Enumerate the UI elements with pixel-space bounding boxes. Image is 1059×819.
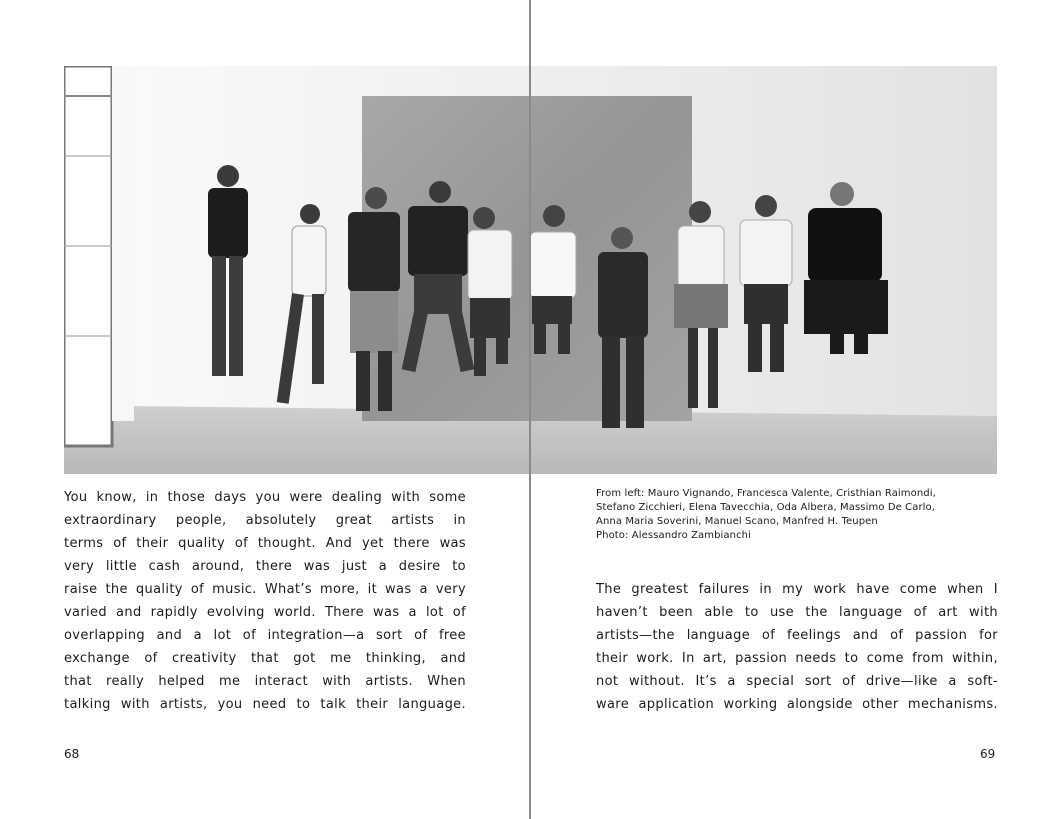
right-body-line: not without. It’s a special sort of drive—like a soft- [596, 674, 998, 689]
caption-line: Anna Maria Soverini, Manuel Scano, Manfred H. Teupen [596, 516, 878, 527]
right-body-line: their work. In art, passion needs to come from within, [596, 651, 998, 666]
left-body-line: exchange of creativity that got me thinking, and [64, 651, 466, 666]
photo-caption [596, 487, 1006, 543]
left-body-line: terms of their quality of thought. And yet there was [64, 536, 466, 551]
left-body-line: varied and rapidly evolving world. There was a lot of [64, 605, 466, 620]
right-body-line: haven’t been able to use the language of art with [596, 605, 998, 620]
right-body-line: The greatest failures in my work have come when I [596, 582, 998, 597]
left-body-line: overlapping and a lot of integration—a sort of free [64, 628, 466, 643]
left-body-line: talking with artists, you need to talk their language. [64, 697, 466, 712]
left-body-text [64, 486, 466, 716]
left-body-line: raise the quality of music. What’s more, it was a very [64, 582, 466, 597]
page-number-right: 69 [980, 747, 996, 761]
left-body-line: that really helped me interact with artists. When [64, 674, 466, 689]
photo-credit: Photo: Alessandro Zambianchi [596, 530, 751, 541]
right-body-line: artists—the language of feelings and of passion for [596, 628, 998, 643]
left-body-line: You know, in those days you were dealing with some [64, 490, 466, 505]
left-body-line: very little cash around, there was just a desire to [64, 559, 466, 574]
right-body-line: ware application working alongside other mechanisms. [596, 697, 998, 712]
spine-gutter [529, 0, 531, 819]
page-number-left: 68 [64, 747, 80, 761]
right-body-text [596, 578, 998, 716]
caption-line: Stefano Zicchieri, Elena Tavecchia, Oda Albera, Massimo De Carlo, [596, 502, 936, 513]
caption-line: From left: Mauro Vignando, Francesca Valente, Cristhian Raimondi, [596, 488, 936, 499]
left-body-line: extraordinary people, absolutely great artists in [64, 513, 466, 528]
